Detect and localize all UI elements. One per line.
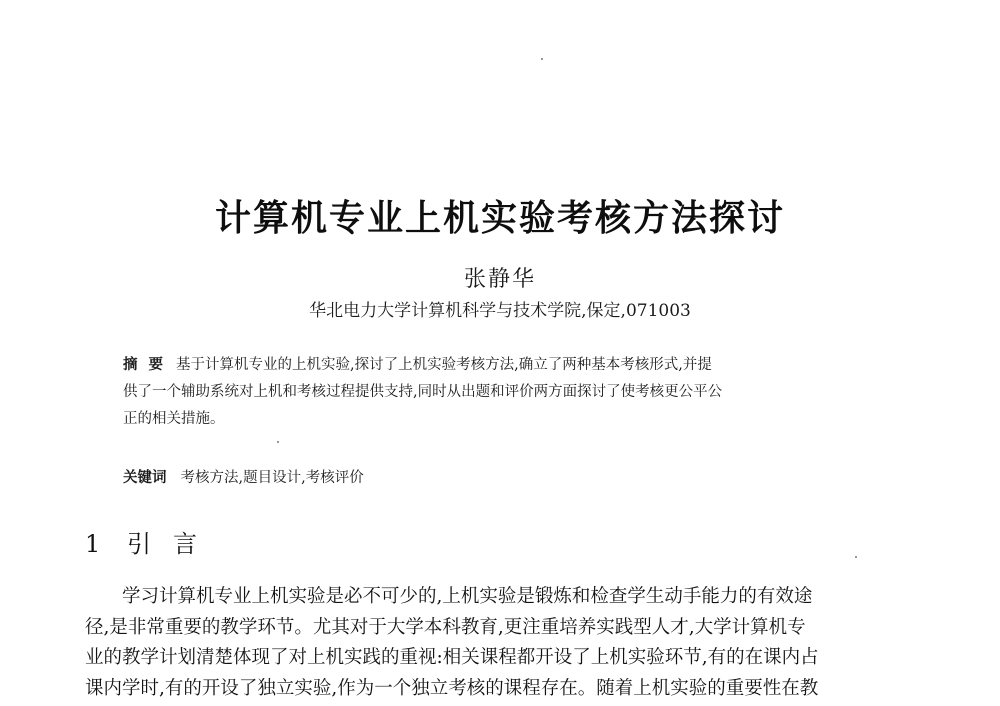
keywords-label: 关键词 [123, 470, 167, 486]
section-number: 1 [85, 530, 101, 558]
scan-speck [277, 441, 279, 443]
body-line: 径,是非常重要的教学环节。尤其对于大学本科教育,更注重培养实践型人才,大学计算机专 [85, 616, 806, 638]
scan-speck [855, 556, 857, 558]
keywords [123, 466, 364, 487]
paper-title: 计算机专业上机实验考核方法探讨 [214, 198, 785, 239]
abstract-line [123, 352, 843, 379]
body-line: 学习计算机专业上机实验是必不可少的,上机实验是锻炼和检查学生动手能力的有效途 [122, 586, 813, 607]
section-heading [85, 524, 219, 559]
body-paragraph [85, 582, 885, 704]
abstract-label: 摘要 [123, 357, 174, 373]
author-affiliation: 华北电力大学计算机科学与技术学院,保定,071003 [309, 301, 691, 321]
section-title: 引言 [127, 530, 219, 558]
abstract [123, 352, 843, 433]
abstract-text: 基于计算机专业的上机实验,探讨了上机实验考核方法,确立了两种基本考核形式,并提 [176, 357, 712, 373]
abstract-line: 正的相关措施。 [123, 411, 225, 427]
author-name: 张静华 [463, 267, 536, 292]
abstract-line: 供了一个辅助系统对上机和考核过程提供支持,同时从出题和评价两方面探讨了使考核更公平公 [123, 384, 723, 400]
body-line: 业的教学计划清楚体现了对上机实践的重视:相关课程都开设了上机实验环节,有的在课内占 [85, 647, 819, 668]
body-line: 课内学时,有的开设了独立实验,作为一个独立考核的课程存在。随着上机实验的重要性在教 [85, 677, 819, 699]
keywords-text: 考核方法,题目设计,考核评价 [180, 470, 364, 486]
scan-speck [541, 58, 543, 60]
